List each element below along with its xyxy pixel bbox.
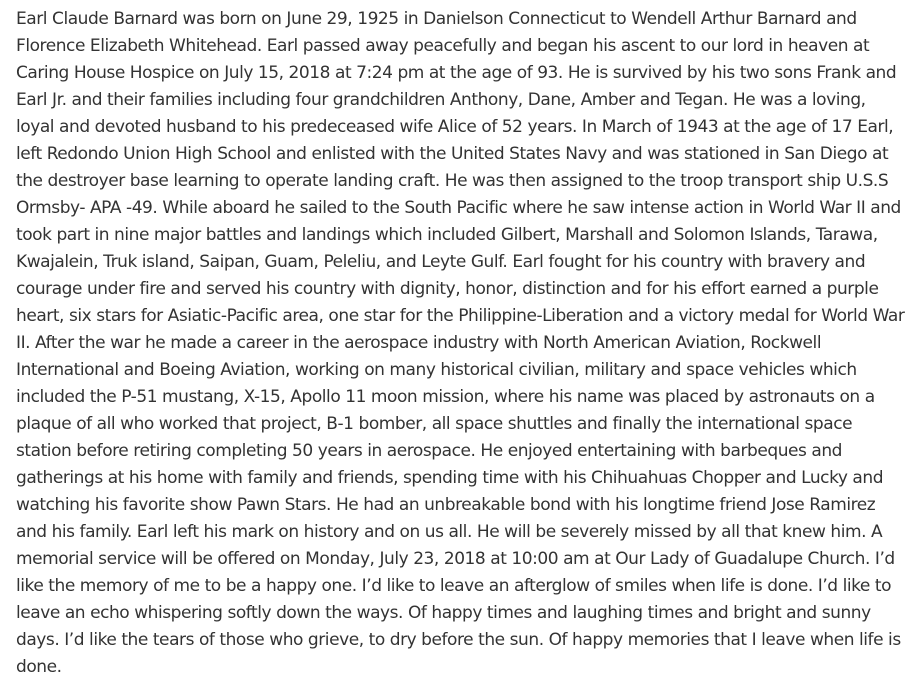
obituary-paragraph: Earl Claude Barnard was born on June 29, 1925 in Danielson Connecticut to Wendell Arthur Barnard and Florence Elizabeth Whitehead. Earl passed away peacefully and began his ascent to our lord in heaven at Caring House Hospice on July 15, 2018 at 7:24 pm at the age of 93. He is survived by his two sons Frank and Earl Jr. and their families including four grandchildren Anthony, Dane, Amber and Tegan. He was a loving, loyal and devoted husband to his predeceased wife Alice of 52 years. In March of 1943 at the age of 17 Earl, left Redondo Union High School and enlisted with the United States Navy and was stationed in San Diego at the destroyer base learning to operate landing craft. He was then assigned to the troop transport ship U.S.S Ormsby- APA -49. While aboard he sailed to the South Pacific where he saw intense action in World War II and took part in nine major battles and landings which included Gilbert, Marshall and Solomon Islands, Tarawa, Kwajalein, Truk island, Saipan, Guam, Peleliu, and Leyte Gulf. Earl fought for his country with bravery and courage under fire and served his country with dignity, honor, distinction and for his effort earned a purple heart, six stars for Asiatic-Pacific area, one star for the Philippine-Liberation and a victory medal for World War II. After the war he made a career in the aerospace industry with North American Aviation, Rockwell International and Boeing Aviation, working on many historical civilian, military and space vehicles which included the P-51 mustang, X-15, Apollo 11 moon mission, where his name was placed by astronauts on a plaque of all who worked that project, B-1 bomber, all space shuttles and finally the international space station before retiring completing 50 years in aerospace. He enjoyed entertaining with barbeques and gatherings at his home with family and friends, spending time with his Chihuahuas Chopper and Lucky and watching his favorite show Pawn Stars. He had an unbreakable bond with his longtime friend Jose Ramirez and his family. Earl left his mark on history and on us all. He will be severely missed by all that knew him. A memorial service will be offered on Monday, July 23, 2018 at 10:00 am at Our Lady of Guadalupe Church. I’d like the memory of me to be a happy one. I’d like to leave an afterglow of smiles when life is done. I’d like to leave an echo whispering softly down the ways. Of happy times and laughing times and bright and sunny days. I’d like the tears of those who grieve, to dry before the sun. Of happy memories that I leave when life is done. (16, 9, 905, 677)
